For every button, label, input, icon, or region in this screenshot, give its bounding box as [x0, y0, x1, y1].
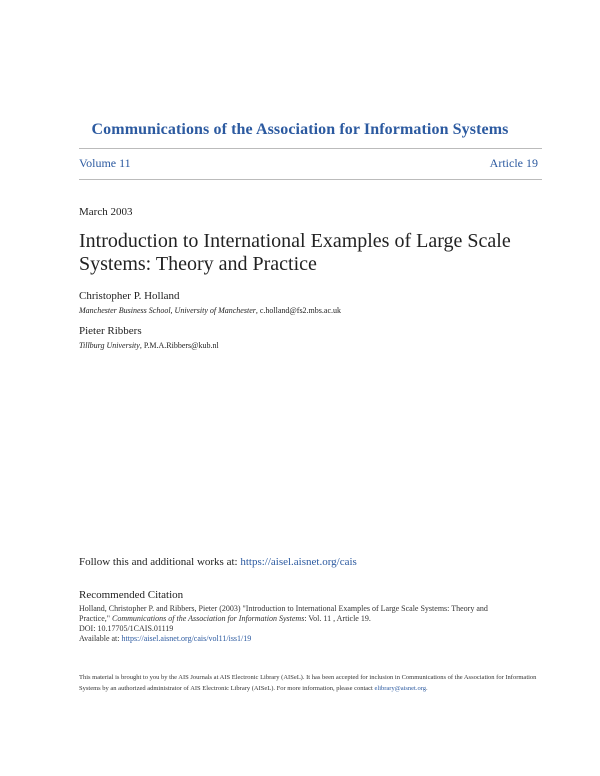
citation-line: Holland, Christopher P. and Ribbers, Pieter (2003) "Introduction to International Examples of Large Scale Systems: Theory and [79, 604, 488, 613]
author-email: P.M.A.Ribbers@kub.nl [143, 341, 219, 350]
recommended-citation-heading: Recommended Citation [79, 589, 184, 601]
citation-doi: DOI: 10.17705/1CAIS.01119 [79, 624, 174, 633]
collection-link[interactable]: https://aisel.aisnet.org/cais [240, 556, 357, 568]
author-email: c.holland@fs2.mbs.ac.uk [259, 306, 341, 315]
journal-title[interactable]: Communications of the Association for Information Systems [91, 121, 509, 138]
footer-text: This material is brought to you by the AIS Journals at AIS Electronic Library (AISeL). It has been accepted for inclusion in Communications of the Association for Information Systems by an authorized administrator of AIS Electronic Library (AISeL). For more information, please contact [79, 674, 537, 692]
volume-link[interactable]: Volume 11 [79, 156, 131, 170]
affiliation-text: Tillburg University [79, 341, 140, 350]
citation-suffix: : Vol. 11 , Article 19. [304, 614, 371, 623]
citation-line [79, 614, 529, 624]
divider-bottom [79, 179, 542, 180]
publication-date: March 2003 [79, 206, 133, 218]
citation-block [79, 604, 529, 644]
citation-journal: Communications of the Association for Information Systems [112, 614, 305, 623]
article-url-link[interactable]: https://aisel.aisnet.org/cais/vol11/iss1/19 [121, 634, 252, 643]
citation-available [79, 634, 529, 644]
paper-title: Introduction to International Examples of Large Scale Systems: Theory and Practice [79, 230, 511, 275]
author-affiliation [79, 341, 219, 350]
available-prefix: Available at: [79, 634, 122, 643]
affiliation-separator: , [255, 306, 260, 315]
divider-top [79, 148, 542, 149]
follow-text: Follow this and additional works at: [79, 556, 238, 568]
footer-notice [79, 672, 539, 694]
author-affiliation [79, 306, 341, 315]
footer-end: . [426, 685, 428, 692]
author-name: Christopher P. Holland [79, 290, 180, 302]
contact-email-link[interactable]: elibrary@aisnet.org [374, 685, 427, 692]
citation-prefix: Practice," [79, 614, 113, 623]
affiliation-separator: , [139, 341, 144, 350]
follow-line [79, 556, 357, 568]
affiliation-text: Manchester Business School, University of Manchester [79, 306, 256, 315]
article-link[interactable]: Article 19 [489, 156, 538, 170]
author-name: Pieter Ribbers [79, 325, 142, 337]
